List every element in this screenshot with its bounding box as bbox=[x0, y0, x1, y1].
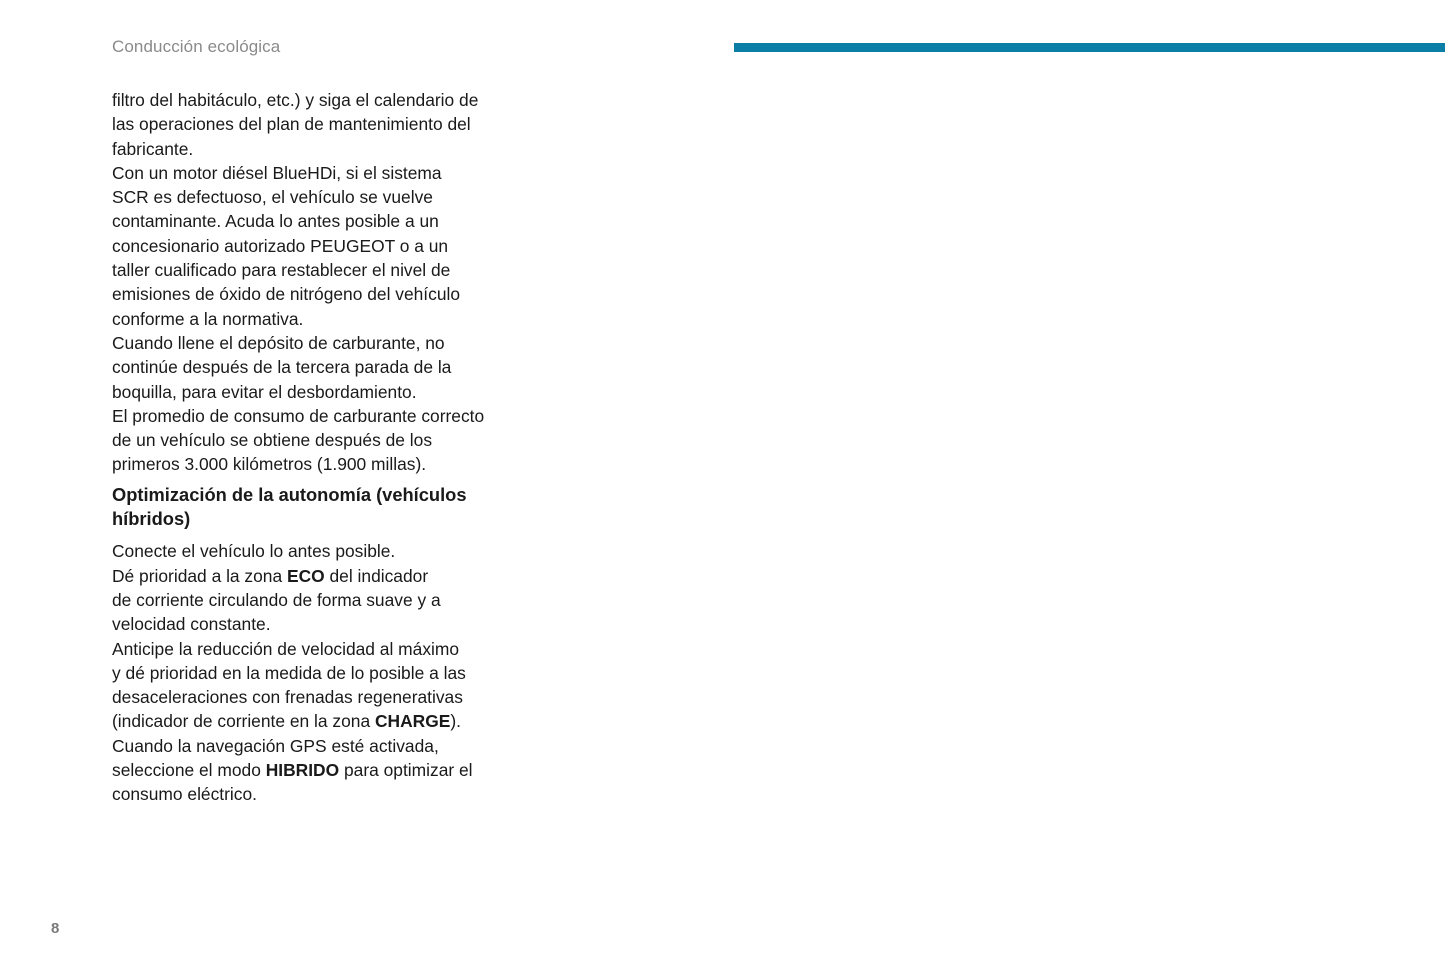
text-line: continúe después de la tercera parada de la bbox=[112, 357, 452, 378]
text-span: Dé prioridad a la zona bbox=[112, 565, 287, 586]
text-line: Cuando llene el depósito de carburante, no bbox=[112, 332, 445, 353]
body-text-column bbox=[112, 88, 532, 807]
text-line: SCR es defectuoso, el vehículo se vuelve bbox=[112, 187, 433, 208]
text-line: consumo eléctrico. bbox=[112, 784, 257, 805]
text-line: velocidad constante. bbox=[112, 614, 271, 635]
subheading-line: Optimización de la autonomía (vehículos bbox=[112, 483, 467, 505]
text-line: de corriente circulando de forma suave y a bbox=[112, 589, 441, 610]
subheading-line: híbridos) bbox=[112, 508, 191, 530]
text-line: El promedio de consumo de carburante correcto bbox=[112, 405, 485, 426]
text-line: Conecte el vehículo lo antes posible. bbox=[112, 541, 396, 562]
page-number: 8 bbox=[51, 920, 60, 937]
text-line: Con un motor diésel BlueHDi, si el sistema bbox=[112, 162, 442, 183]
text-line: Cuando la navegación GPS esté activada, bbox=[112, 735, 439, 756]
section-title: Conducción ecológica bbox=[112, 37, 281, 56]
text-span: para optimizar el bbox=[339, 760, 473, 781]
text-span: ). bbox=[450, 711, 461, 732]
text-line: contaminante. Acuda lo antes posible a un bbox=[112, 211, 439, 232]
text-line bbox=[112, 758, 532, 782]
text-line: primeros 3.000 kilómetros (1.900 millas). bbox=[112, 454, 427, 475]
text-line: fabricante. bbox=[112, 138, 194, 159]
text-span: del indicador bbox=[324, 565, 429, 586]
text-line: taller cualificado para restablecer el nivel de bbox=[112, 260, 451, 281]
header-accent-bar bbox=[734, 43, 1445, 52]
text-line: de un vehículo se obtiene después de los bbox=[112, 430, 433, 451]
text-line: concesionario autorizado PEUGEOT o a un bbox=[112, 235, 449, 256]
text-line bbox=[112, 709, 532, 733]
text-span: (indicador de corriente en la zona bbox=[112, 711, 375, 732]
section-subheading bbox=[112, 483, 532, 532]
text-line: filtro del habitáculo, etc.) y siga el calendario de bbox=[112, 90, 479, 110]
text-span: seleccione el modo bbox=[112, 760, 266, 781]
text-line: las operaciones del plan de mantenimiento del bbox=[112, 114, 471, 135]
text-line: conforme a la normativa. bbox=[112, 308, 304, 329]
text-line bbox=[112, 564, 532, 588]
text-line: Anticipe la reducción de velocidad al máximo bbox=[112, 638, 460, 659]
text-line: desaceleraciones con frenadas regenerativas bbox=[112, 687, 463, 708]
text-line: emisiones de óxido de nitrógeno del vehículo bbox=[112, 284, 461, 305]
text-line: y dé prioridad en la medida de lo posible a las bbox=[112, 662, 466, 683]
emphasis-hibrido: HIBRIDO bbox=[265, 760, 340, 781]
emphasis-eco: ECO bbox=[286, 565, 325, 586]
emphasis-charge: CHARGE bbox=[374, 711, 451, 732]
text-line: boquilla, para evitar el desbordamiento. bbox=[112, 381, 417, 402]
